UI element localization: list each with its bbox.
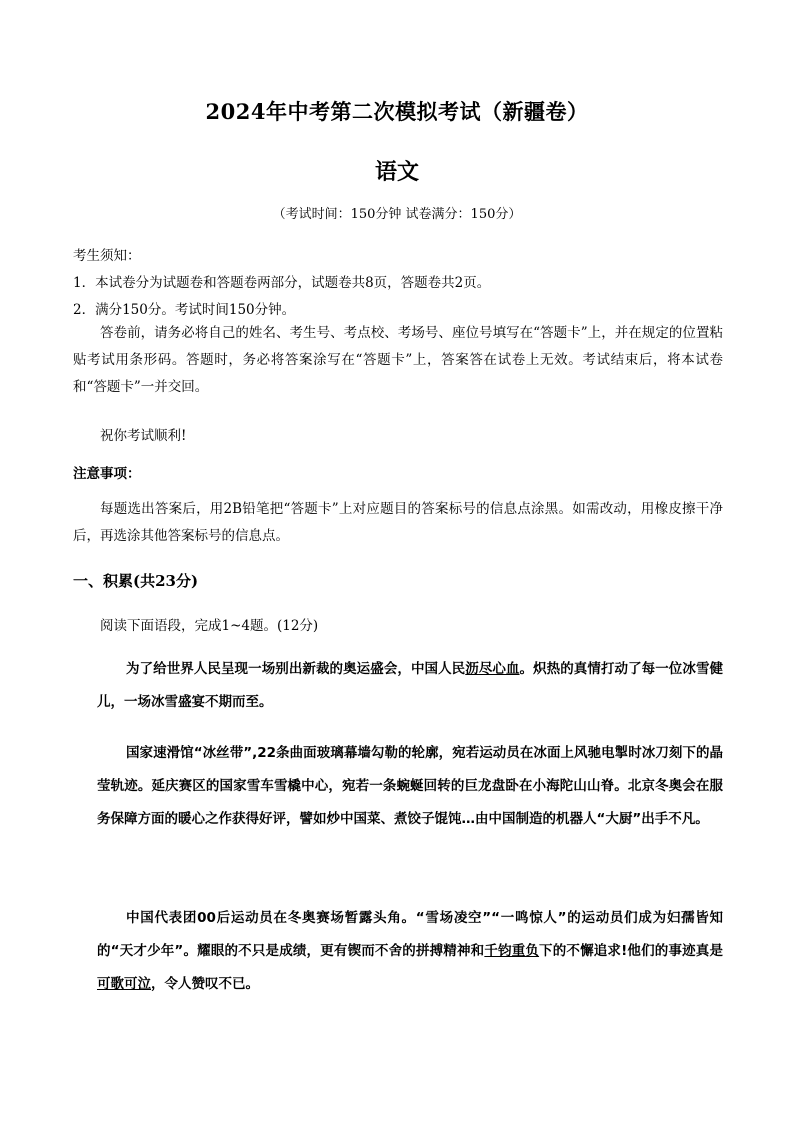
notice-item-2: 2．满分150分。考试时间150分钟。 <box>73 302 296 318</box>
section-instruction: 阅读下面语段，完成1~4题。(12分) <box>100 618 319 634</box>
passage-text: 下的不懈追求!他们的事迹真是 <box>539 943 723 959</box>
wish-text: 祝你考试顺利! <box>100 428 187 444</box>
passage-text: ，令人赞叹不已。 <box>151 976 259 992</box>
exam-title: 2024年中考第二次模拟考试（新疆卷） <box>205 99 589 124</box>
section-title: 一、积累(共23分) <box>73 572 199 590</box>
notice-paragraph: 答卷前，请务必将自己的姓名、考生号、考点校、考场号、座位号填写在“答题卡”上，并在规定的位置粘贴考试用条形码。答题时，务必将答案涂写在“答题卡”上，答案答在试卷上无效。考试结束后，将本试卷和“答题卡”一并交回。 <box>73 325 723 395</box>
passage-text: 中国代表团00后运动员在冬奥赛场暂露头角。“雪场凌空”“一鸣惊人”的运动员们成为妇孺皆知的“天才少年”。耀眼的不只是成绩，更有锲而不舍的拼搏精神和 <box>97 910 723 959</box>
notice-item-1: 1．本试卷分为试题卷和答题卷两部分，试题卷共8页，答题卷共2页。 <box>73 275 491 291</box>
subject-title: 语文 <box>374 159 419 185</box>
underlined-phrase: 沥尽心血 <box>465 661 520 677</box>
passage-paragraph-3 <box>97 902 723 1001</box>
exam-info: （考试时间：150分钟 试卷满分：150分） <box>272 207 522 222</box>
passage-text: 。炽热的真情打动了每一位冰雪健儿，一场冰雪盛宴不期而至。 <box>97 661 724 710</box>
attention-paragraph: 每题选出答案后，用2B铅笔把“答题卡”上对应题目的答案标号的信息点涂黑。如需改动，用橡皮擦干净后，再选涂其他答案标号的信息点。 <box>73 501 723 544</box>
passage-text: 为了给世界人民呈现一场别出新裁的奥运盛会，中国人民 <box>126 661 466 677</box>
attention-heading: 注意事项： <box>73 466 141 482</box>
notice-heading: 考生须知： <box>73 248 141 264</box>
passage-paragraph-2: 国家速滑馆“冰丝带”,22条曲面玻璃幕墙勾勒的轮廓，宛若运动员在冰面上风驰电掣时冰刀刻下的晶莹轨迹。延庆赛区的国家雪车雪橇中心，宛若一条蜿蜒回转的巨龙盘卧在小海陀山山脊。北京冬奥会在服务保障方面的暖心之作获得好评，譬如炒中国菜、煮饺子馄饨…由中国制造的机器人“大厨”出手不凡。 <box>97 745 723 827</box>
underlined-phrase: 千钧重负 <box>484 943 540 959</box>
underlined-phrase: 可歌可泣 <box>97 976 151 992</box>
passage-paragraph-1 <box>97 653 723 719</box>
